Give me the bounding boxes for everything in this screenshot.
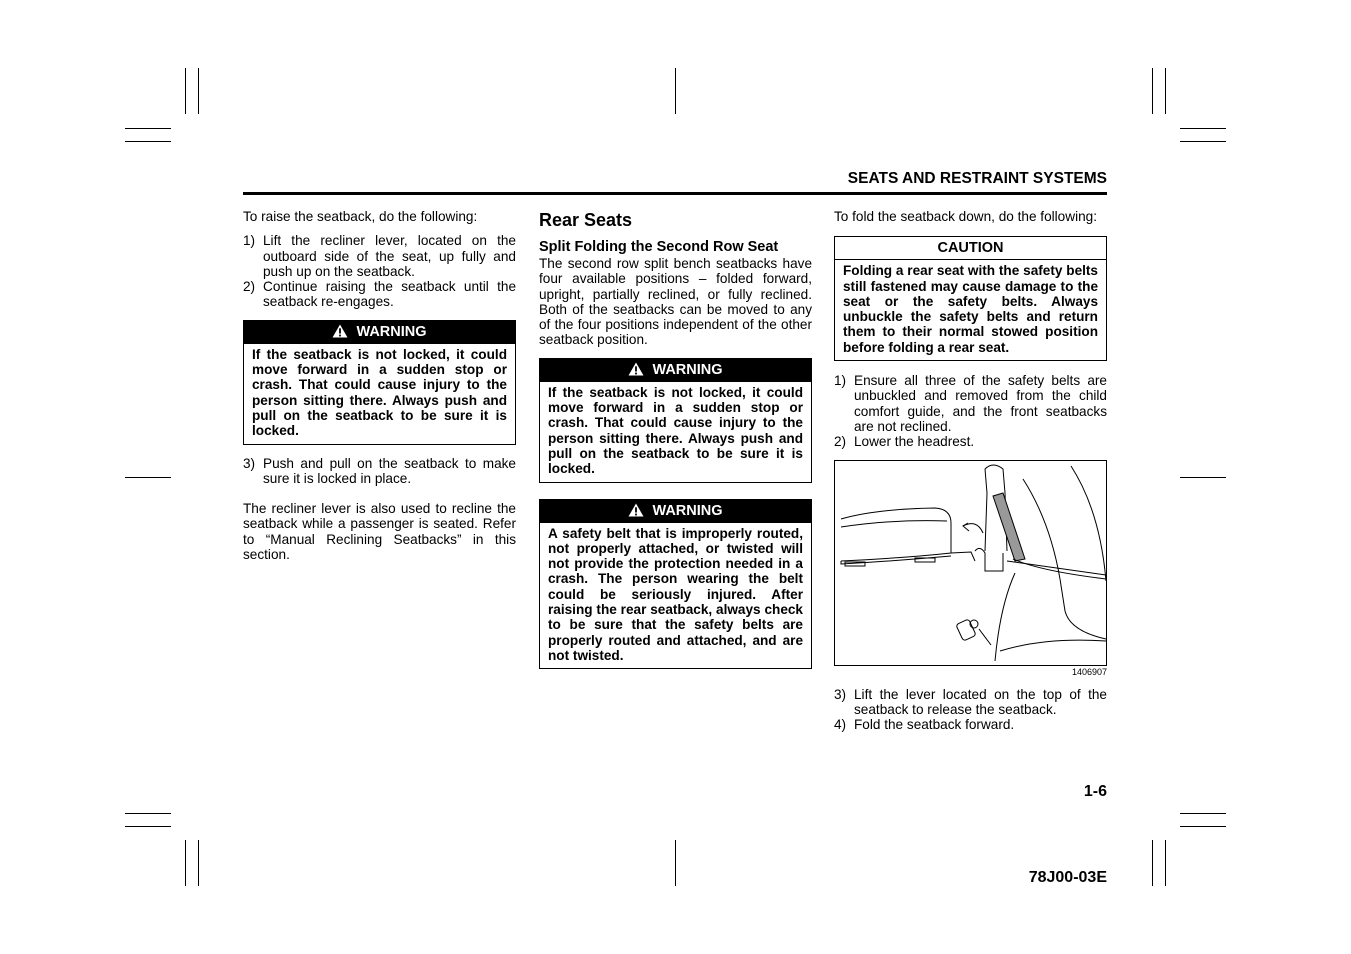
warning-header [540, 359, 811, 382]
crop-mark [185, 68, 186, 114]
crop-mark [1152, 68, 1153, 114]
warning-triangle-icon [628, 503, 644, 517]
crop-mark [1180, 128, 1226, 129]
warning-title: WARNING [356, 323, 427, 340]
warning-title: WARNING [652, 361, 723, 378]
caution-box [834, 236, 1107, 361]
header-rule [243, 192, 1107, 195]
crop-mark [1180, 826, 1226, 827]
crop-mark [1180, 477, 1226, 478]
subsection-heading: Split Folding the Second Row Seat [539, 239, 779, 255]
list-text: Lower the headrest. [854, 434, 975, 450]
list-number: 2) [243, 279, 256, 295]
figure-code: 1406907 [1071, 666, 1107, 677]
seat-headrest-drawing [835, 461, 1106, 665]
crop-mark [125, 826, 171, 827]
crop-mark [198, 68, 199, 114]
caution-title: CAUTION [835, 237, 1106, 260]
warning-text: If the seatback is not locked, it could move forward in a sudden stop or crash. That could cause injury to the person sitting there. Always push and pull on the seatback to be sure it is locked. [548, 384, 803, 477]
page-number: 1-6 [1083, 783, 1107, 800]
seatback-illustration [834, 460, 1107, 666]
list-text: Lift the recliner lever, located on the outboard side of the seat, up fully and push up on the seatback. [263, 233, 516, 279]
crop-mark [125, 813, 171, 814]
crop-mark [198, 840, 199, 886]
warning-box [539, 358, 812, 483]
warning-text: If the seatback is not locked, it could move forward in a sudden stop or crash. That could cause injury to the person sitting there. Always push and pull on the seatback to be sure it is locked. [252, 346, 507, 439]
caution-text: Folding a rear seat with the safety belts still fastened may cause damage to the seat or the safety belts. Always unbuckle the safety belts and return them to their normal stowed position before folding a rear seat. [843, 263, 1098, 355]
warning-triangle-icon [628, 362, 644, 376]
list-number: 3) [834, 686, 847, 702]
list-number: 3) [243, 455, 256, 471]
list-item [243, 456, 516, 487]
crop-mark [125, 128, 171, 129]
section-title: SEATS AND RESTRAINT SYSTEMS [847, 170, 1107, 187]
list-item [834, 373, 1107, 434]
list-text: Continue raising the seatback until the seatback re-engages. [263, 279, 516, 310]
column-middle [539, 209, 812, 669]
list-text: Fold the seatback forward. [854, 717, 1015, 733]
list-number: 1) [243, 233, 256, 249]
body-text: The second row split bench seatbacks have four available positions – folded forward, upright, partially reclined, or fully reclined. Both of the seatbacks can be moved to any of the four positions independent of the other seatback position. [539, 256, 812, 348]
list-item [243, 279, 516, 310]
column-left [243, 209, 516, 562]
crop-mark [1180, 813, 1226, 814]
warning-box [243, 320, 516, 445]
crop-mark [1152, 840, 1153, 886]
list-number: 4) [834, 717, 847, 733]
warning-title: WARNING [652, 502, 723, 519]
intro-text: To fold the seatback down, do the following: [834, 209, 1097, 224]
warning-header [244, 321, 515, 344]
crop-mark [1165, 68, 1166, 114]
crop-mark [185, 840, 186, 886]
crop-mark [1165, 840, 1166, 886]
list-item [834, 717, 1107, 732]
list-number: 1) [834, 373, 847, 389]
list-item [834, 687, 1107, 718]
list-item [834, 434, 1107, 449]
crop-mark [1180, 141, 1226, 142]
crop-mark [125, 141, 171, 142]
column-right [834, 209, 1107, 732]
warning-header [540, 500, 811, 523]
intro-text: To raise the seatback, do the following: [243, 209, 478, 224]
crop-mark [675, 840, 676, 886]
list-text: Ensure all three of the safety belts are unbuckled and removed from the child comfort guide, and the front seatbacks are not reclined. [854, 373, 1107, 434]
crop-mark [675, 68, 676, 114]
crop-mark [125, 477, 171, 478]
document-code: 78J00-03E [1028, 869, 1107, 886]
list-item [243, 233, 516, 279]
warning-box [539, 499, 812, 670]
section-heading: Rear Seats [539, 210, 633, 230]
list-number: 2) [834, 434, 847, 450]
list-text: Push and pull on the seatback to make sure it is locked in place. [263, 455, 516, 486]
closing-text: The recliner lever is also used to recline the seatback while a passenger is seated. Refer to “Manual Reclining Seatbacks” in this section. [243, 501, 516, 563]
warning-triangle-icon [332, 324, 348, 338]
warning-text: A safety belt that is improperly routed, not properly attached, or twisted will not provide the protection needed in a crash. The person wearing the belt could be seriously injured. After raising the rear seatback, always check to be sure that the safety belts are properly routed and attached, and are not twisted. [548, 525, 803, 663]
list-text: Lift the lever located on the top of the seatback to release the seatback. [854, 686, 1107, 717]
